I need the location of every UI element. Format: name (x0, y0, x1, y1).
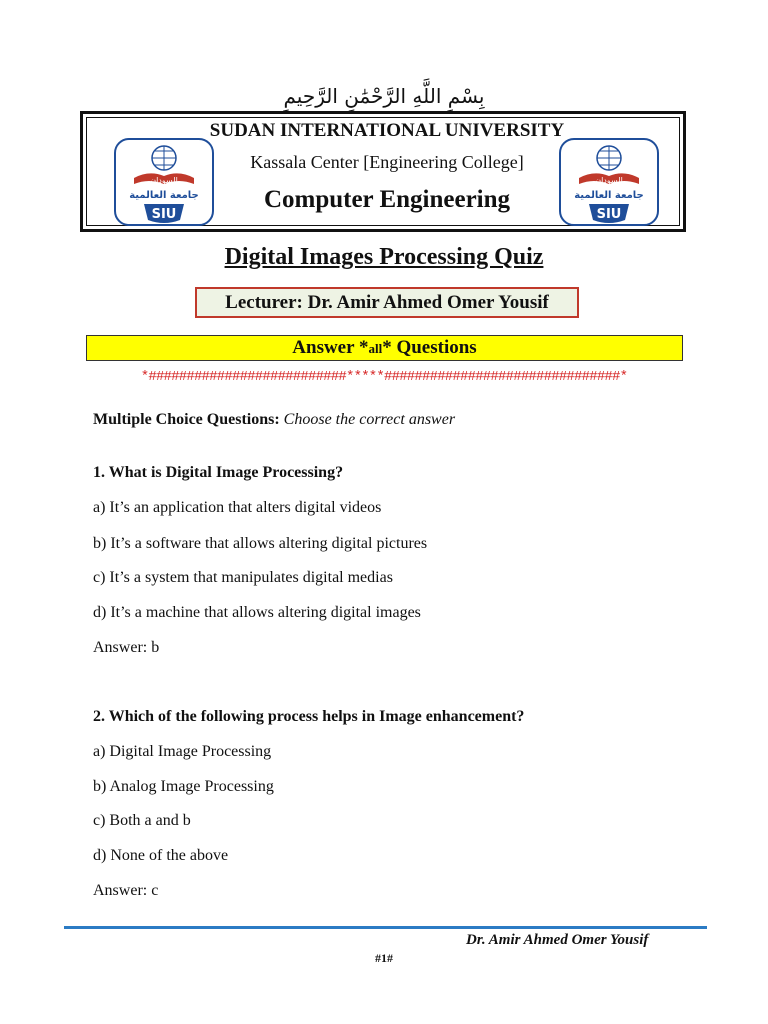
logo-top-text: السودان (595, 176, 623, 185)
section-instruction: Choose the correct answer (283, 411, 456, 428)
university-name: SUDAN INTERNATIONAL UNIVERSITY (209, 120, 565, 141)
answer-all-word: all (368, 341, 383, 356)
logo-bottom-text: جامعة العالمية (574, 190, 644, 201)
answer-suffix: * Questions (382, 337, 477, 358)
bismillah-calligraphy: بِسْمِ اللَّهِ الرَّحْمَٰنِ الرَّحِيمِ (283, 84, 485, 108)
q2-answer: Answer: c (93, 882, 159, 899)
q1-option-b: b) It’s a software that allows altering digital pictures (93, 535, 428, 552)
page-number: #1# (375, 951, 393, 965)
logo-abbr: SIU (596, 207, 622, 222)
section-heading-line (93, 411, 455, 429)
section-heading: Multiple Choice Questions: (93, 411, 280, 428)
answer-prefix: Answer * (292, 337, 369, 358)
footer-divider (64, 926, 707, 929)
answer-all-banner (86, 335, 683, 361)
footer-author: Dr. Amir Ahmed Omer Yousif (466, 932, 649, 948)
q1-option-c: c) It’s a system that manipulates digital medias (93, 569, 393, 586)
q2-option-d: d) None of the above (93, 847, 229, 864)
logo-top-text: السودان (150, 176, 178, 185)
header-box (80, 111, 686, 232)
header-inner-border (86, 117, 680, 226)
lecturer-box: Lecturer: Dr. Amir Ahmed Omer Yousif (195, 287, 579, 318)
q2-option-b: b) Analog Image Processing (93, 778, 274, 795)
q2-option-a: a) Digital Image Processing (93, 743, 272, 760)
siu-logo-left (114, 138, 214, 226)
quiz-title: Digital Images Processing Quiz (224, 244, 544, 270)
question-2: 2. Which of the following process helps in Image enhancement? (93, 708, 525, 725)
department-name: Computer Engineering (263, 186, 511, 213)
q2-option-c: c) Both a and b (93, 812, 191, 829)
logo-abbr: SIU (151, 207, 177, 222)
q1-option-a: a) It’s an application that alters digital videos (93, 499, 382, 516)
center-name: Kassala Center [Engineering College] (250, 152, 524, 172)
hash-separator: *##########################*****###############################* (140, 369, 628, 385)
question-1: 1. What is Digital Image Processing? (93, 464, 344, 481)
q1-answer: Answer: b (93, 639, 160, 656)
q1-option-d: d) It’s a machine that allows altering digital images (93, 604, 421, 621)
siu-logo-right (559, 138, 659, 226)
logo-bottom-text: جامعة العالمية (129, 190, 199, 201)
